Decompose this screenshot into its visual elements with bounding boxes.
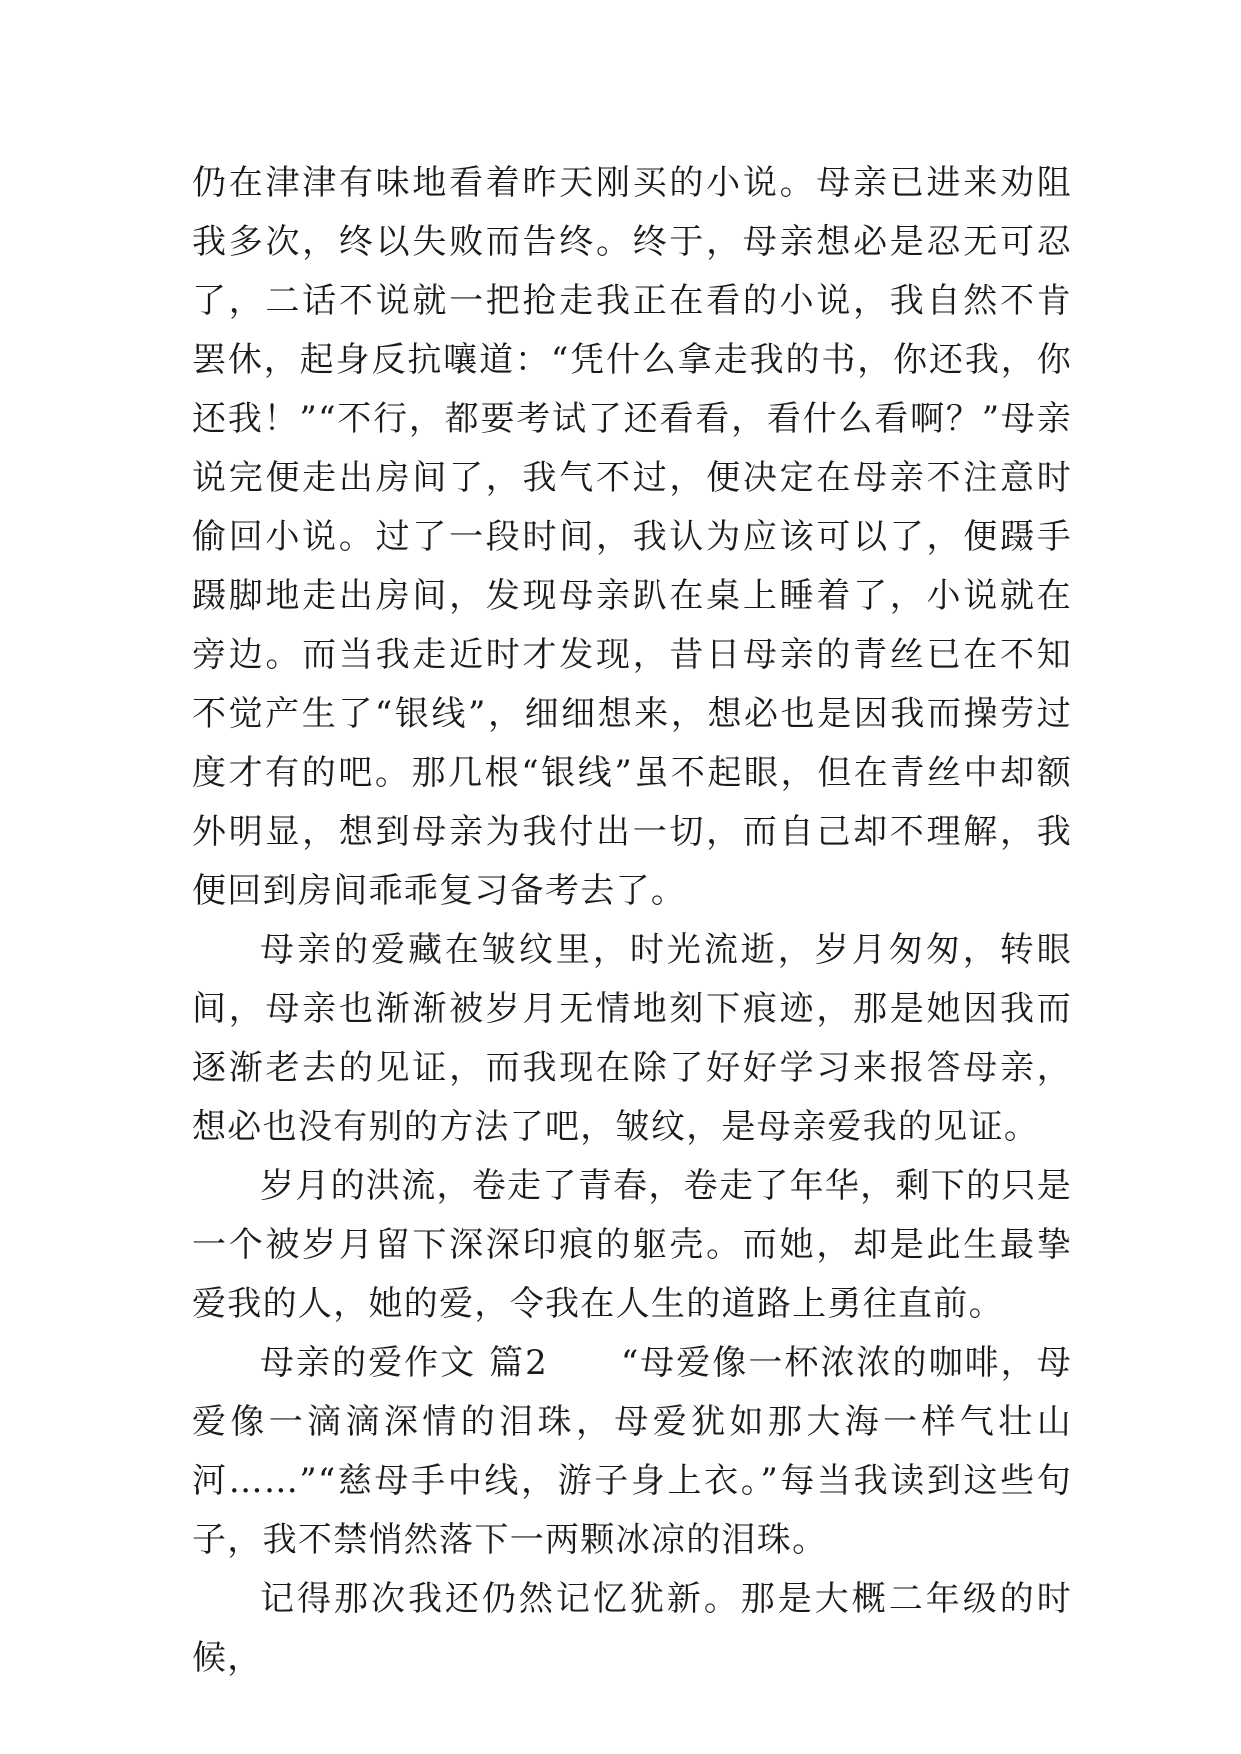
paragraph-3: 岁月的洪流，卷走了青春，卷走了年华，剩下的只是一个被岁月留下深深印痕的躯壳。而她，却是此生最挚爱我的人，她的爱，令我在人生的道路上勇往直前。 (192, 1166, 1072, 1324)
paragraph-1: 仍在津津有味地看着昨天刚买的小说。母亲已进来劝阻我多次，终以失败而告终。终于，母亲想必是忍无可忍了，二话不说就一把抢走我正在看的小说，我自然不肯罢休，起身反抗嚷道：“凭什么拿走我的书，你还我，你还我！”“不行，都要考试了还看看，看什么看啊？”母亲说完便走出房间了，我气不过，便决定在母亲不注意时偷回小说。过了一段时间，我认为应该可以了，便蹑手蹑脚地走出房间，发现母亲趴在桌上睡着了，小说就在旁边。而当我走近时才发现，昔日母亲的青丝已在不知不觉产生了“银线”，细细想来，想必也是因我而操劳过度才有的吧。那几根“银线”虽不起眼，但在青丝中却额外明显，想到母亲为我付出一切，而自己却不理解，我便回到房间乖乖复习备考去了。 (192, 163, 1072, 911)
paragraph-2: 母亲的爱藏在皱纹里，时光流逝，岁月匆匆，转眼间，母亲也渐渐被岁月无情地刻下痕迹，那是她因我而逐渐老去的见证，而我现在除了好好学习来报答母亲，想必也没有别的方法了吧，皱纹，是母亲爱我的见证。 (192, 930, 1072, 1147)
paragraph-4: 母亲的爱作文 篇2 “母爱像一杯浓浓的咖啡，母爱像一滴滴深情的泪珠，母爱犹如那大海一样气壮山河……”“慈母手中线，游子身上衣。”每当我读到这些句子，我不禁悄然落下一两颗冰凉的泪珠。 (192, 1343, 1072, 1560)
document-body (192, 154, 1072, 1688)
paragraph-5: 记得那次我还仍然记忆犹新。那是大概二年级的时候， (192, 1579, 1072, 1678)
